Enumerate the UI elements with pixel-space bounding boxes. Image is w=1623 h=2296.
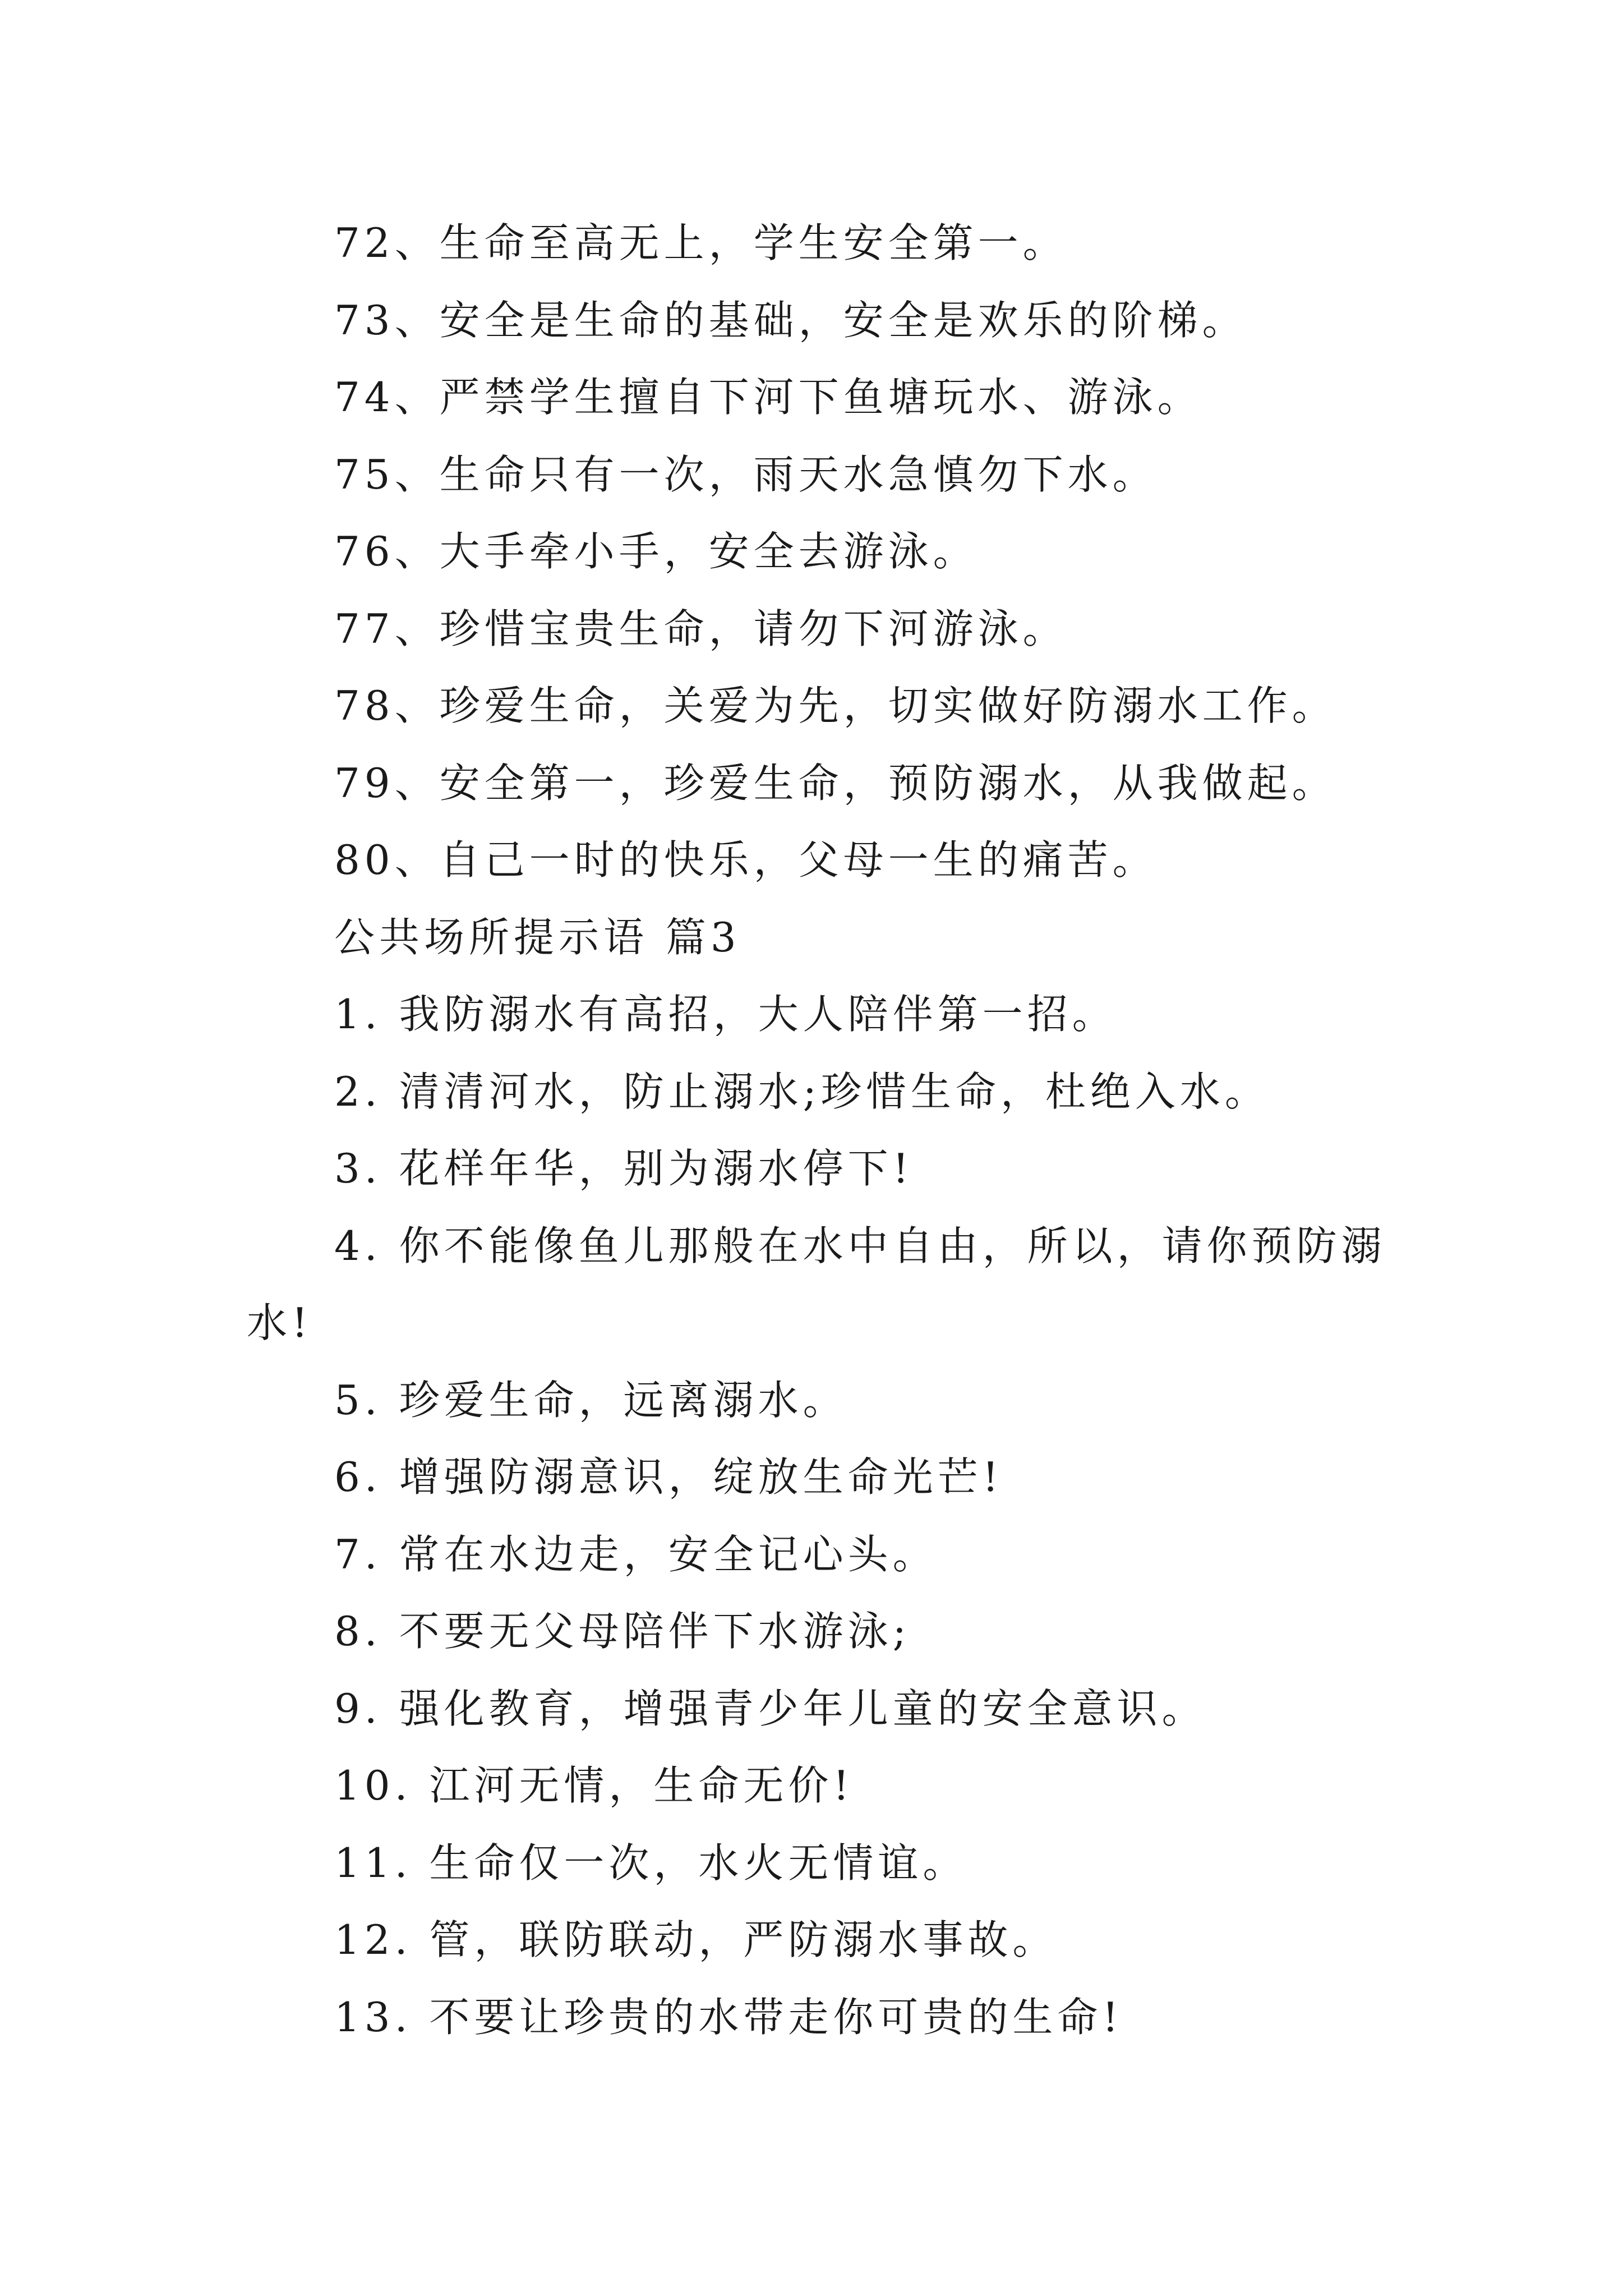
list-item: 3. 花样年华，别为溺水停下!	[334, 1145, 914, 1192]
list-item: 5. 珍爱生命，远离溺水。	[334, 1377, 848, 1424]
section-heading: 公共场所提示语 篇3	[334, 914, 741, 961]
list-item: 75、生命只有一次，雨天水急慎勿下水。	[334, 451, 1158, 498]
list-item: 77、珍惜宝贵生命，请勿下河游泳。	[334, 605, 1068, 652]
list-item: 78、珍爱生命，关爱为先，切实做好防溺水工作。	[334, 682, 1337, 729]
list-item: 4. 你不能像鱼儿那般在水中自由，所以，请你预防溺	[334, 1222, 1386, 1269]
list-item: 7. 常在水边走，安全记心头。	[334, 1531, 938, 1578]
list-item: 6. 增强防溺意识，绽放生命光芒!	[334, 1453, 1003, 1501]
list-item: 12. 管，联防联动，严防溺水事故。	[334, 1916, 1058, 1963]
list-item: 76、大手牵小手，安全去游泳。	[334, 528, 978, 575]
list-item: 80、自己一时的快乐，父母一生的痛苦。	[334, 836, 1158, 884]
list-item: 11. 生命仅一次，水火无情谊。	[334, 1839, 968, 1887]
list-item: 72、生命至高无上，学生安全第一。	[334, 219, 1068, 266]
list-item-continuation: 水!	[247, 1299, 312, 1346]
list-item: 10. 江河无情，生命无价!	[334, 1762, 854, 1809]
list-item: 79、安全第一，珍爱生命，预防溺水，从我做起。	[334, 760, 1337, 807]
list-item: 74、严禁学生擅自下河下鱼塘玩水、游泳。	[334, 374, 1202, 421]
list-item: 1. 我防溺水有高招，大人陪伴第一招。	[334, 991, 1117, 1038]
list-item: 13. 不要让珍贵的水带走你可贵的生命!	[334, 1994, 1123, 2041]
list-item: 73、安全是生命的基础，安全是欢乐的阶梯。	[334, 297, 1247, 344]
list-item: 9. 强化教育，增强青少年儿童的安全意识。	[334, 1685, 1207, 1732]
list-item: 2. 清清河水，防止溺水;珍惜生命，杜绝入水。	[334, 1068, 1270, 1115]
list-item: 8. 不要无父母陪伴下水游泳;	[334, 1608, 911, 1655]
